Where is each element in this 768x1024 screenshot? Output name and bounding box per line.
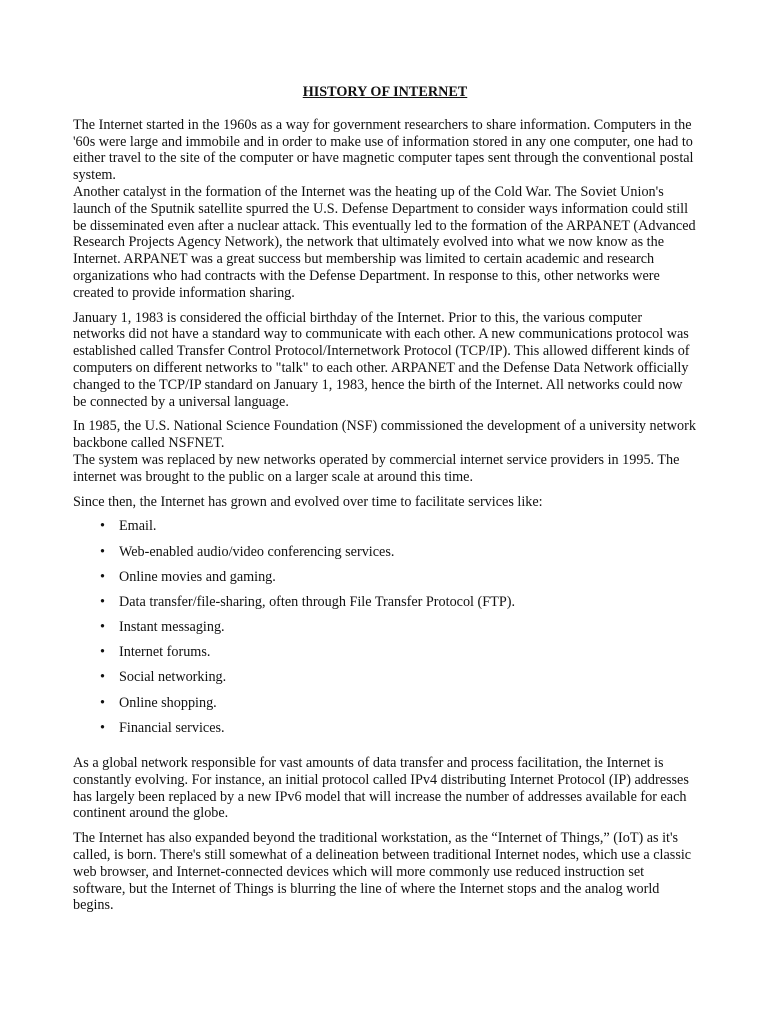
bullet-icon: • xyxy=(100,568,105,585)
list-item xyxy=(73,518,697,543)
paragraph-origins: The Internet started in the 1960s as a way for government researchers to share information. Computers in the '60s were large and immobile and in order to make use of information stored in any one computer, one had to either travel to the site of the computer or have magnetic computer tapes sent through the conventional postal system. xyxy=(73,116,694,184)
bullet-icon: • xyxy=(100,719,105,736)
bullet-icon: • xyxy=(100,593,105,610)
list-item-text: Email. xyxy=(119,518,157,535)
bullet-icon: • xyxy=(100,644,105,661)
document-page xyxy=(73,84,697,922)
list-item xyxy=(73,669,697,694)
list-item-text: Online shopping. xyxy=(119,694,217,711)
paragraph-cold-war: Another catalyst in the formation of the Internet was the heating up of the Cold War. The Soviet Union's launch of the Sputnik satellite spurred the U.S. Defense Department to consider ways information could still be disseminated even after a nuclear attack. This eventually led to the formation of the ARPANET (Advanced Research Projects Agency Network), the network that ultimately evolved into what we now know as the Internet. ARPANET was a great success but membership was limited to certain academic and research organizations who had contracts with the Defense Department. In response to this, other networks were created to provide information sharing. xyxy=(73,183,696,301)
list-item xyxy=(73,569,697,594)
list-item-text: Social networking. xyxy=(119,669,227,686)
paragraph-services-intro: Since then, the Internet has grown and evolved over time to facilitate services like: xyxy=(73,493,543,510)
list-item xyxy=(73,720,697,745)
paragraph-birthday: January 1, 1983 is considered the official birthday of the Internet. Prior to this, the various computer networks did not have a standard way to communicate with each other. A new communications protocol was established called Transfer Control Protocol/Internetwork Protocol (TCP/IP). This allowed different kinds of computers on different networks to "talk" to each other. ARPANET and the Defense Data Network officially changed to the TCP/IP standard on January 1, 1983, hence the birth of the Internet. All networks could now be connected by a universal language. xyxy=(73,309,690,410)
paragraph-nsfnet: In 1985, the U.S. National Science Foundation (NSF) commissioned the development of a university network backbone called NSFNET. xyxy=(73,418,696,452)
list-item-text: Web-enabled audio/video conferencing services. xyxy=(119,543,395,560)
list-item-text: Instant messaging. xyxy=(119,619,225,636)
bullet-icon: • xyxy=(100,619,105,636)
list-item-text: Data transfer/file-sharing, often through File Transfer Protocol (FTP). xyxy=(119,593,515,610)
bullet-icon: • xyxy=(100,694,105,711)
bullet-icon: • xyxy=(100,669,105,686)
list-item-text: Internet forums. xyxy=(119,644,211,661)
document-title: HISTORY OF INTERNET xyxy=(302,84,468,100)
list-item xyxy=(73,544,697,569)
bullet-icon: • xyxy=(100,518,105,535)
services-list xyxy=(73,518,697,745)
list-item xyxy=(73,619,697,644)
bullet-icon: • xyxy=(100,543,105,560)
paragraph-commercial: The system was replaced by new networks operated by commercial internet service providers in 1995. The internet was brought to the public on a larger scale at around this time. xyxy=(73,451,680,485)
list-item-text: Financial services. xyxy=(119,719,225,736)
paragraph-iot: The Internet has also expanded beyond the traditional workstation, as the “Internet of Things,” (IoT) as it's called, is born. There's still somewhat of a delineation between traditional Internet nodes, which use a classic web browser, and Internet-connected devices which will more commonly use reduced instruction set software, but the Internet of Things is blurring the line of where the Internet stops and the analog world begins. xyxy=(73,830,692,914)
list-item-text: Online movies and gaming. xyxy=(119,568,276,585)
paragraph-evolving: As a global network responsible for vast amounts of data transfer and process facilitation, the Internet is constantly evolving. For instance, an initial protocol called IPv4 distributing Internet Protocol (IP) addresses has largely been replaced by a new IPv6 model that will increase the number of addresses available for each continent around the globe. xyxy=(73,755,689,822)
list-item xyxy=(73,695,697,720)
list-item xyxy=(73,594,697,619)
list-item xyxy=(73,644,697,669)
